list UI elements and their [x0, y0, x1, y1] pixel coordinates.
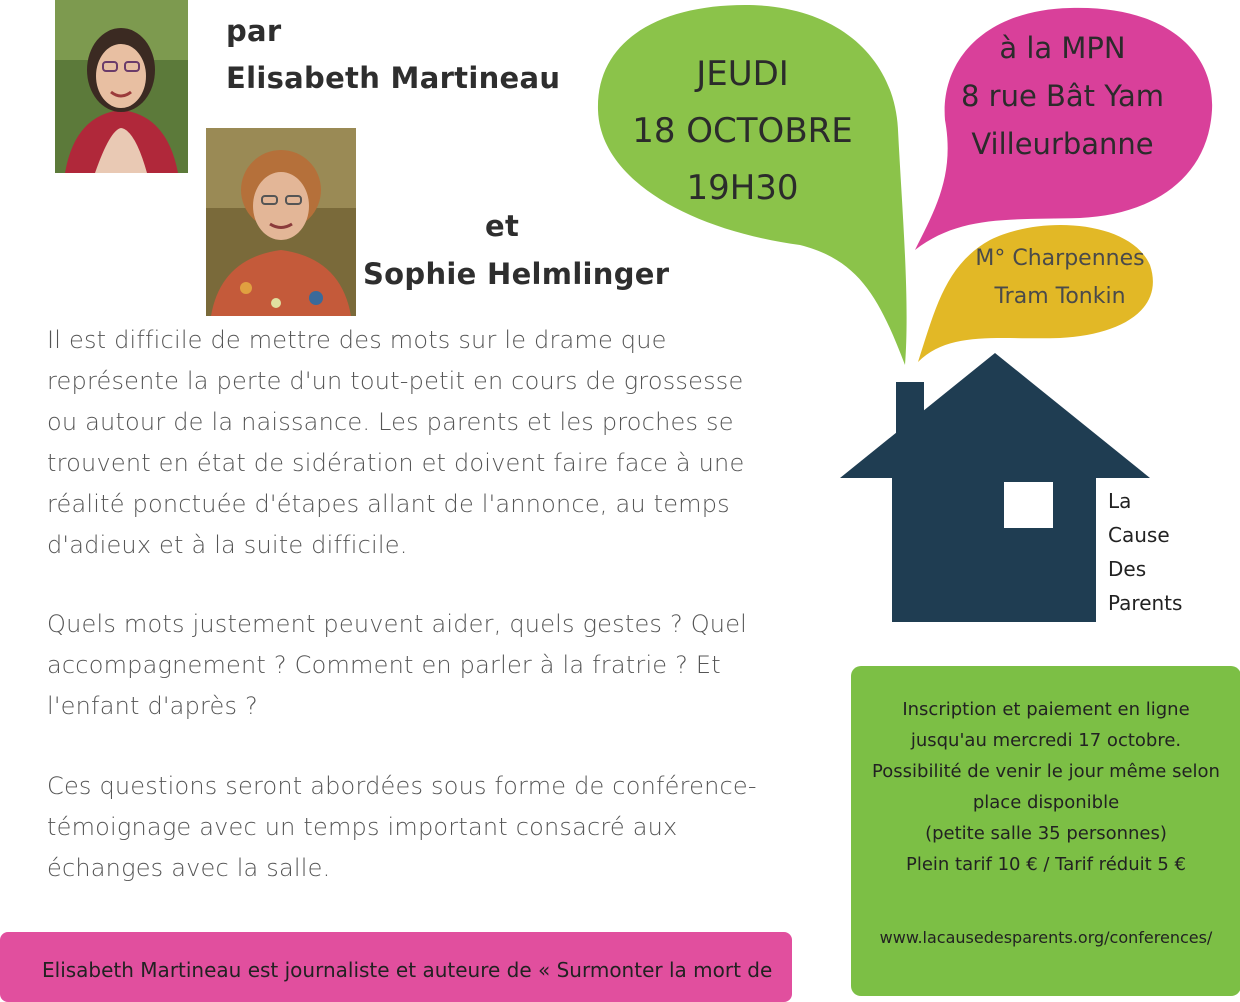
intro-paragraph: Il est difficile de mettre des mots sur le drame que représente la perte d'un tout-petit en cours de grossesse ou autour de la naissance. Les parents et les proches se trouvent en état de sidération et doivent faire face à une réalité ponctuée d'étapes allant de l'annonce, au temps d'adieux et à la suite difficile.: [47, 326, 745, 559]
registration-info-text: [861, 694, 1231, 880]
transport-bubble-text: [965, 240, 1155, 316]
et-label: et: [485, 209, 520, 243]
venue-line1: à la MPN: [999, 31, 1126, 65]
info-line6: Plein tarif 10 € / Tarif réduit 5 €: [905, 854, 1187, 875]
date-bubble-text: [610, 46, 875, 217]
bio-text: Elisabeth Martineau est journaliste et auteure de « Surmonter la mort de: [42, 958, 773, 982]
venue-line2: 8 rue Bât Yam: [960, 79, 1165, 113]
info-line5: (petite salle 35 personnes): [925, 823, 1167, 844]
venue-bubble-text: [945, 24, 1180, 168]
organizer-line4: Parents: [1108, 591, 1183, 615]
event-time: 19H30: [686, 168, 799, 208]
website-link[interactable]: www.lacausedesparents.org/conferences/: [879, 928, 1213, 947]
speaker2-name: Sophie Helmlinger: [363, 257, 670, 291]
organizer-label: [1108, 484, 1182, 620]
house-window: [1004, 482, 1053, 528]
organizer-line2: Cause: [1108, 523, 1170, 547]
info-line1: Inscription et paiement en ligne: [902, 699, 1190, 720]
transport-line1: M° Charpennes: [975, 246, 1145, 271]
format-paragraph: Ces questions seront abordées sous forme de conférence-témoignage avec un temps important consacré aux échanges avec la salle.: [47, 772, 757, 882]
house-icon: [840, 353, 1150, 622]
info-line2: jusqu'au mercredi 17 octobre.: [910, 730, 1182, 751]
event-day: JEUDI: [696, 54, 789, 94]
event-date: 18 OCTOBRE: [632, 111, 853, 151]
transport-line2: Tram Tonkin: [994, 284, 1126, 309]
info-line3: Possibilité de venir le jour même selon: [872, 761, 1220, 782]
questions-paragraph: Quels mots justement peuvent aider, quels gestes ? Quel accompagnement ? Comment en parler à la fratrie ? Et l'enfant d'après ?: [47, 610, 748, 720]
organizer-line3: Des: [1108, 557, 1147, 581]
par-label: par: [226, 14, 282, 48]
venue-line3: Villeurbanne: [971, 127, 1154, 161]
organizer-line1: La: [1108, 489, 1132, 513]
info-line4: place disponible: [972, 792, 1120, 813]
house-chimney: [896, 382, 924, 442]
speaker1-name: Elisabeth Martineau: [226, 61, 561, 95]
